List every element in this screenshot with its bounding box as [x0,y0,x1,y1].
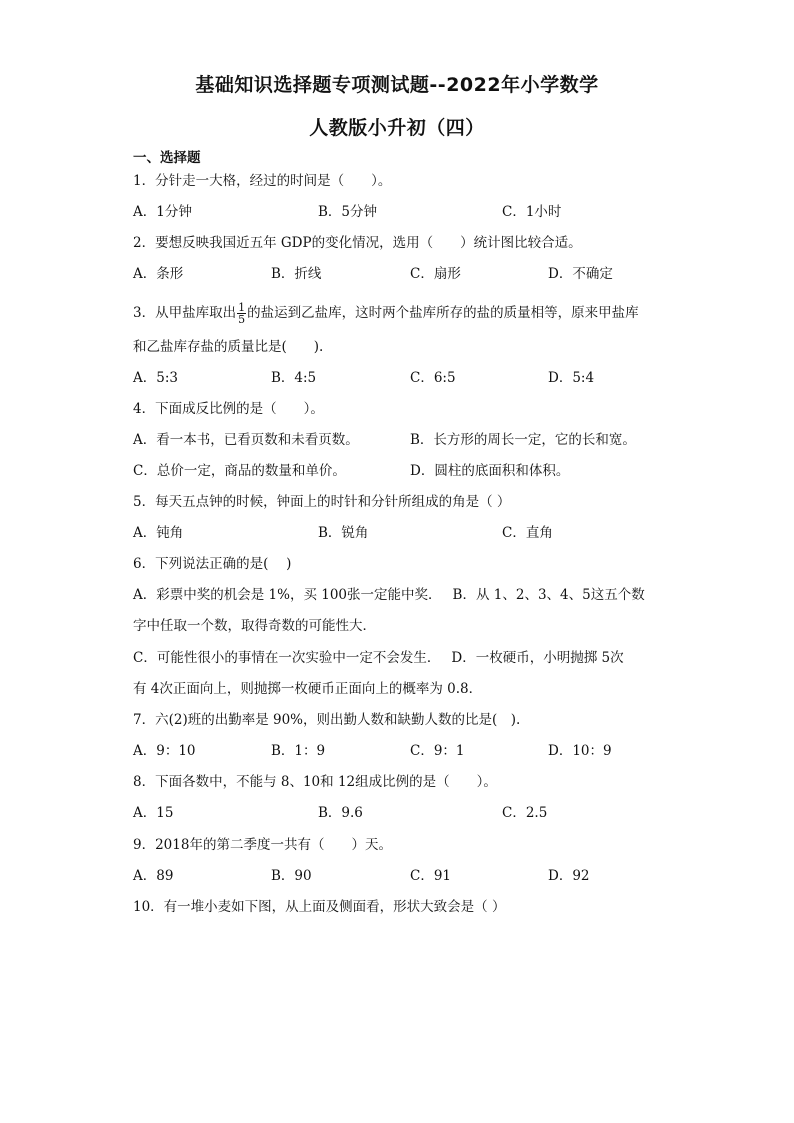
question-3-stem [133,302,639,325]
question-7-option-a: A．9：10 [133,743,196,759]
question-4-option-d: D．圆柱的底面积和体积。 [410,463,570,479]
question-10-stem: 10．有一堆小麦如下图，从上面及侧面看，形状大致会是（ ） [133,899,506,915]
question-3-option-b: B．4:5 [271,370,317,386]
question-9-option-c: C．91 [410,868,452,884]
question-6-line-2: 字中任取一个数，取得奇数的可能性大． [133,618,376,634]
question-8-option-b: B．9.6 [318,805,363,821]
question-3-stem-start: 3．从甲盐库取出 [133,305,237,321]
fraction-denominator: 5 [238,313,246,326]
question-4-option-a: A．看一本书，已看页数和未看页数。 [133,432,359,448]
question-5-option-b: B．锐角 [318,525,369,541]
question-1-option-c: C．1小时 [502,204,562,220]
question-8-stem: 8．下面各数中，不能与 8、10和 12组成比例的是（ ）。 [133,774,497,790]
question-9-option-b: B．90 [271,868,312,884]
question-6-line-3: C．可能性很小的事情在一次实验中一定不会发生． D．一枚硬币，小明抛掷 5次 [133,650,624,666]
question-7-option-c: C．9：1 [410,743,465,759]
question-9-option-a: A．89 [133,868,174,884]
question-1-stem: 1．分针走一大格，经过的时间是（ ）。 [133,173,392,189]
question-6-line-1: A．彩票中奖的机会是 1%，买 100张一定能中奖． B．从 1、2、3、4、5这五个数 [133,587,645,603]
question-3-stem-end: 的盐运到乙盐库，这时两个盐库所存的盐的质量相等，原来甲盐库 [247,305,639,321]
question-6-line-4: 有 4次正面向上，则抛掷一枚硬币正面向上的概率为 0.8． [133,681,483,697]
question-3-option-c: C．6:5 [410,370,456,386]
question-8-option-a: A．15 [133,805,174,821]
question-3-stem-line-2: 和乙盐库存盐的质量比是( ). [133,339,324,355]
question-2-option-c: C．扇形 [410,266,461,282]
question-5-option-c: C．直角 [502,525,553,541]
question-1-option-b: B．5分钟 [318,204,378,220]
fraction-numerator: 1 [238,301,246,314]
question-3-option-a: A．5:3 [133,370,178,386]
question-2-option-d: D．不确定 [548,266,613,282]
page-title: 基础知识选择题专项测试题--2022年小学数学 [195,74,599,96]
question-2-option-a: A．条形 [133,266,184,282]
question-6-stem: 6．下列说法正确的是( ) [133,556,292,572]
question-8-option-c: C．2.5 [502,805,548,821]
section-heading: 一、选择题 [133,150,201,166]
question-7-option-d: D．10：9 [548,743,612,759]
question-2-stem: 2．要想反映我国近五年 GDP的变化情况，选用（ ）统计图比较合适。 [133,235,582,251]
question-7-stem: 7．六(2)班的出勤率是 90%，则出勤人数和缺勤人数的比是( ). [133,712,521,728]
question-9-option-d: D．92 [548,868,590,884]
question-5-stem: 5．每天五点钟的时候，钟面上的时针和分针所组成的角是（ ） [133,494,511,510]
question-4-option-b: B．长方形的周长一定，它的长和宽。 [410,432,636,448]
question-9-stem: 9．2018年的第二季度一共有（ ）天。 [133,837,392,853]
question-3-option-d: D．5:4 [548,370,595,386]
question-4-option-c: C．总价一定，商品的数量和单价。 [133,463,346,479]
question-1-option-a: A．1分钟 [133,204,192,220]
question-7-option-b: B．1：9 [271,743,326,759]
fraction [237,302,246,325]
page-subtitle: 人教版小升初（四） [309,117,485,139]
question-5-option-a: A．钝角 [133,525,184,541]
question-2-option-b: B．折线 [271,266,322,282]
question-4-stem: 4．下面成反比例的是（ ）。 [133,401,324,417]
